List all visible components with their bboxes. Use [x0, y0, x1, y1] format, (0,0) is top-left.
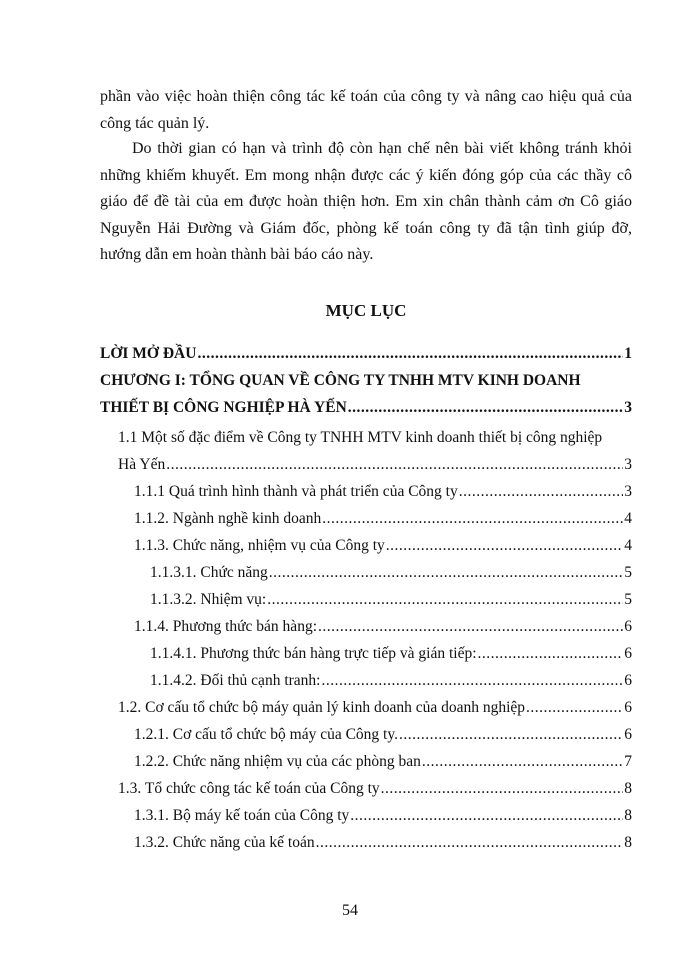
toc-entry-label: 1.1.3.2. Nhiệm vụ: [150, 591, 267, 608]
toc-entry-wrapped-line [100, 370, 632, 392]
toc-entry-page: 8 [624, 834, 632, 851]
toc-leader-dots [267, 589, 623, 611]
toc-entry[interactable] [118, 697, 632, 719]
toc-entry[interactable] [134, 616, 632, 638]
toc-leader-dots [399, 724, 623, 746]
toc-entry-label: 1.3.2. Chức năng của kế toán [134, 834, 315, 851]
toc-leader-dots [348, 397, 623, 419]
toc-entry-label: 1.1.3.1. Chức năng [150, 564, 268, 581]
toc-entry[interactable] [150, 562, 632, 584]
toc-leader-dots [422, 751, 623, 773]
toc-entry-label: 1.3.1. Bộ máy kế toán của Công ty [134, 807, 350, 824]
toc-entry[interactable] [118, 454, 632, 476]
toc-entry[interactable] [134, 832, 632, 854]
toc-entry-page: 6 [624, 672, 632, 689]
toc-leader-dots [381, 778, 624, 800]
toc-entry-label: 1.1.4.1. Phương thức bán hàng trực tiếp và gián tiếp: [150, 645, 477, 662]
toc-entry-page: 1 [624, 345, 632, 362]
toc-entry-page: 3 [624, 399, 632, 416]
toc-entry-label: 1.1.4.2. Đối thủ cạnh tranh: [150, 672, 321, 689]
toc-entry-wrapped-line [118, 427, 632, 449]
toc-entry-page: 4 [624, 537, 632, 554]
toc-entry-label: 1.2.1. Cơ cấu tổ chức bộ máy của Công ty. [134, 726, 398, 743]
toc-entry-page: 6 [624, 618, 632, 635]
toc-entry-label-line1: 1.1 Một số đặc điểm về Công ty TNHH MTV kinh doanh thiết bị công nghiệp [118, 429, 603, 446]
toc-entry-page: 6 [624, 726, 632, 743]
toc-entry[interactable] [150, 643, 632, 665]
toc-entry-label: 1.2.2. Chức năng nhiệm vụ của các phòng ban [134, 753, 421, 770]
toc-entry-label: THIẾT BỊ CÔNG NGHIỆP HÀ YẾN [100, 399, 347, 416]
toc-leader-dots [386, 535, 623, 557]
page-number: 54 [342, 902, 358, 919]
toc-entry-label: 1.2. Cơ cấu tổ chức bộ máy quản lý kinh doanh của doanh nghiệp [118, 699, 526, 716]
toc-leader-dots [526, 697, 623, 719]
toc-leader-dots [459, 481, 624, 503]
toc-entry[interactable] [100, 397, 632, 419]
toc-entry[interactable] [134, 535, 632, 557]
toc-leader-dots [269, 562, 624, 584]
toc-leader-dots [321, 670, 623, 692]
toc-entry-page: 5 [624, 564, 632, 581]
toc-entry-label: 1.1.1 Quá trình hình thành và phát triển của Công ty [134, 483, 458, 500]
toc-entry[interactable] [100, 343, 632, 365]
toc-title: MỤC LỤC [325, 301, 407, 320]
toc-entry[interactable] [134, 751, 632, 773]
toc-leader-dots [322, 508, 623, 530]
toc-entry-page: 3 [624, 483, 632, 500]
toc-leader-dots [350, 805, 623, 827]
toc-entry-page: 3 [624, 456, 632, 473]
toc-entry[interactable] [150, 589, 632, 611]
toc-entry[interactable] [150, 670, 632, 692]
toc-entry-page: 6 [624, 699, 632, 716]
toc-leader-dots [316, 832, 624, 854]
toc-entry[interactable] [134, 508, 632, 530]
toc-entry-page: 7 [624, 753, 632, 770]
toc-leader-dots [166, 454, 623, 476]
toc-entry[interactable] [134, 805, 632, 827]
toc-entry-label: Hà Yến [118, 456, 166, 473]
toc-entry-label: 1.3. Tổ chức công tác kế toán của Công ty [118, 780, 380, 797]
toc-entry-page: 5 [624, 591, 632, 608]
toc-entry-page: 8 [624, 807, 632, 824]
toc-entry-page: 4 [624, 510, 632, 527]
toc-entry-page: 6 [624, 645, 632, 662]
toc-entry[interactable] [134, 724, 632, 746]
toc-entry-label-line1: CHƯƠNG I: TỔNG QUAN VỀ CÔNG TY TNHH MTV KINH DOANH [100, 372, 581, 389]
toc-entry-label: 1.1.3. Chức năng, nhiệm vụ của Công ty [134, 537, 385, 554]
toc-entry-label: 1.1.4. Phương thức bán hàng: [134, 618, 317, 635]
toc-leader-dots [197, 343, 623, 365]
toc-entry[interactable] [118, 778, 632, 800]
toc-leader-dots [318, 616, 623, 638]
body-paragraph-1: phần vào việc hoàn thiện công tác kế toán của công ty và nâng cao hiệu quả của công tác quản lý. [100, 88, 632, 132]
toc-entry-label: 1.1.2. Ngành nghề kinh doanh [134, 510, 322, 527]
toc-entry[interactable] [134, 481, 632, 503]
toc-entry-label: LỜI MỞ ĐẦU [100, 345, 197, 362]
toc-leader-dots [478, 643, 624, 665]
body-paragraph-2: Do thời gian có hạn và trình độ còn hạn chế nên bài viết không tránh khỏi những khiếm khuyết. Em mong nhận được các ý kiến đóng góp của các thầy cô giáo để đề tài của em được hoàn thiện hơn. Em xin chân thành cảm ơn Cô giáo Nguyễn Hải Đường và Giám đốc, phòng kế toán công ty đã tận tình giúp đỡ, hướng dẫn em hoàn thành bài báo cáo này. [100, 140, 632, 263]
toc-entry-page: 8 [624, 780, 632, 797]
